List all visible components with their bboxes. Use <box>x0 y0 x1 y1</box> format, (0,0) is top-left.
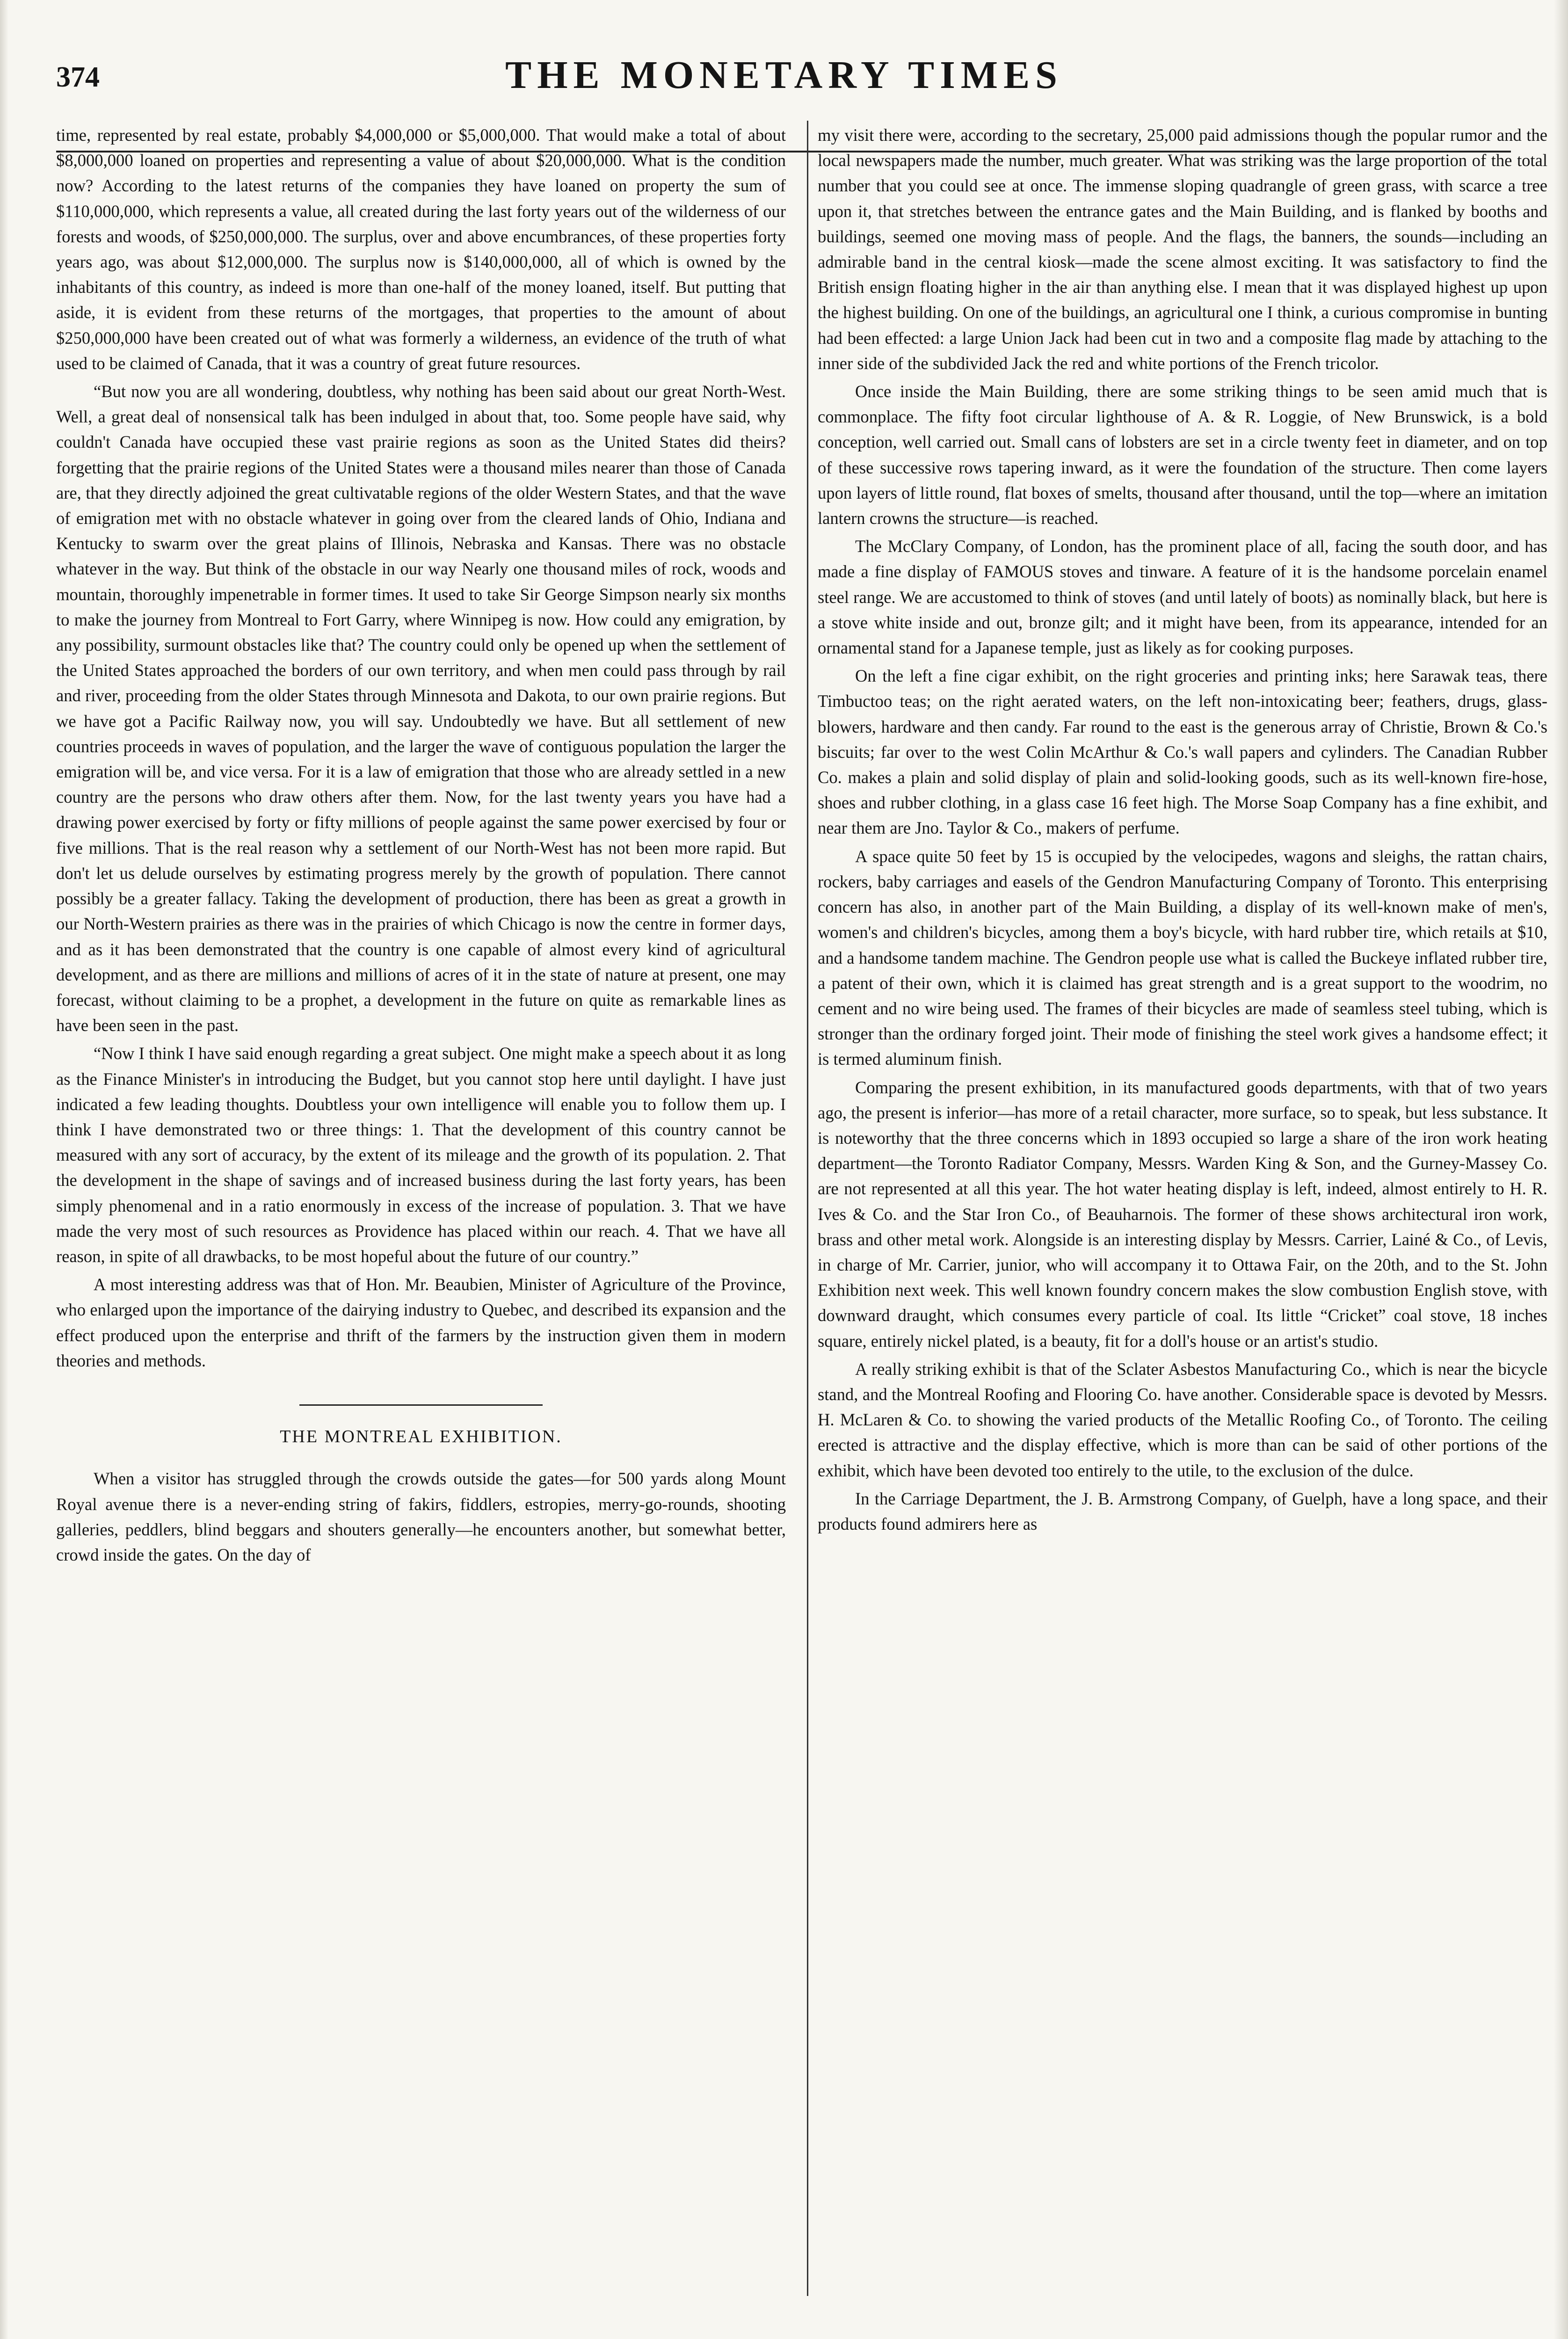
paragraph: When a visitor has struggled through the crowds outside the gates—for 500 yards along Mount Royal avenue there is a never-ending string of fakirs, fiddlers, estropies, merry-go-rounds, shooting galleries, peddlers, blind beggars and shouters generally—he encounters another, but somewhat better, crowd inside the gates. On the day of <box>56 1469 786 1564</box>
left-column-body-after <box>56 1466 786 1568</box>
paragraph: A space quite 50 feet by 15 is occupied by the velocipedes, wagons and sleighs, the rattan chairs, rockers, baby carriages and easels of the Gendron Manufacturing Company of Toronto. This enterprising concern has also, in another part of the Main Building, a display of its well-known make of men's, women's and children's bicycles, among them a boy's bicycle, with hard rubber tire, which retails at $10, and a handsome tandem machine. The Gendron people use what is called the Buckeye inflated rubber tire, a patent of their own, which it is claimed has great strength and is a great support to the woodrim, no cement and no wire being used. The frames of their bicycles are made of seamless steel tubing, which is stronger than the ordinary forged joint. Their mode of finishing the steel work gives a handsome effect; it is termed aluminum finish. <box>818 846 1547 1069</box>
right-column-body <box>818 123 1547 1537</box>
section-divider <box>56 1387 786 1413</box>
paragraph: “Now I think I have said enough regarding a great subject. One might make a speech about it as long as the Finance Minister's in introducing the Budget, but you cannot stop here until daylight. I have just indicated a few leading thoughts. Doubtless your own intelligence will enable you to follow them up. I think I have demonstrated two or three things: 1. That the development of this country cannot be measured with any sort of accuracy, by the extent of its mileage and the growth of its population. 2. That the development in the shape of savings and of increased business during the last forty years, has been simply phenomenal and in a ratio enormously in excess of the increase of population. 3. That we have made the very most of such resources as Providence has placed within our reach. 4. That we have all reason, in spite of all drawbacks, to be most hopeful about the future of our country.” <box>56 1044 786 1266</box>
paragraph: On the left a fine cigar exhibit, on the right groceries and printing inks; here Sarawak teas, there Timbuctoo teas; on the right aerated waters, on the left non-intoxicating beer; feathers, drugs, glass-blowers, hardware and then candy. Far round to the east is the generous array of Christie, Brown & Co.'s biscuits; far over to the west Colin McArthur & Co.'s wall papers and cylinders. The Canadian Rubber Co. makes a plain and solid display of plain and solid-looking goods, such as its well-known fire-hose, shoes and rubber clothing, in a glass case 16 feet high. The Morse Soap Company has a fine exhibit, and near them are Jno. Taylor & Co., makers of perfume. <box>818 666 1547 838</box>
paragraph: time, represented by real estate, probably $4,000,000 or $5,000,000. That would make a total of about $8,000,000 loaned on properties and representing a value of about $20,000,000. What is the condition now? According to the latest returns of the companies they have loaned on property the sum of $110,000,000, which represents a value, all created during the last forty years out of the wilderness of our forests and woods, of $250,000,000. The surplus, over and above encumbrances, of these properties forty years ago, was about $12,000,000. The surplus now is $140,000,000, all of which is owned by the inhabitants of this country, as indeed is more than one-half of the money loaned, itself. But putting that aside, it is evident from these returns of the mortgages, that properties to the amount of about $250,000,000 have been created out of what was formerly a wilderness, an evidence of the truth of what used to be claimed of Canada, that it was a country of great future resources. <box>56 125 786 373</box>
paragraph: A really striking exhibit is that of the Sclater Asbestos Manufacturing Co., which is near the bicycle stand, and the Montreal Roofing and Flooring Co. have another. Considerable space is devoted by Messrs. H. McLaren & Co. to showing the varied products of the Metallic Roofing Co., of Toronto. The ceiling erected is attractive and the display effective, which is more than can be said of other portions of the exhibit, which have been devoted too entirely to the utile, to the exclusion of the dulce. <box>818 1359 1547 1480</box>
paragraph: Comparing the present exhibition, in its manufactured goods departments, with that of two years ago, the present is inferior—has more of a retail character, more surface, so to speak, but less substance. It is noteworthy that the three concerns which in 1893 occupied so large a share of the iron work heating department—the Toronto Radiator Company, Messrs. Warden King & Son, and the Gurney-Massey Co. are not represented at all this year. The hot water heating display is left, indeed, almost entirely to H. R. Ives & Co. and the Star Iron Co., of Beauharnois. The former of these shows architectural iron work, brass and other metal work. Alongside is an interesting display by Messrs. Carrier, Lainé & Co., of Levis, in charge of Mr. Carrier, junior, who will accompany it to Ottawa Fair, on the 20th, and to the St. John Exhibition next week. This well known foundry concern makes the slow combustion English stove, with downward draught, which consumes every particle of coal. Its little “Cricket” coal stove, 18 inches square, entirely nickel plated, is a beauty, fit for a doll's house or an artist's studio. <box>818 1077 1547 1351</box>
left-column-body <box>56 123 786 1373</box>
paragraph: A most interesting address was that of Hon. Mr. Beaubien, Minister of Agriculture of the Province, who enlarged upon the importance of the dairying industry to Quebec, and described its expansion and the effect produced upon the enterprise and thrift of the farmers by the instruction given them in modern theories and methods. <box>56 1275 786 1370</box>
right-column <box>818 123 1547 1537</box>
page-edge-left <box>0 0 8 2339</box>
paragraph: The McClary Company, of London, has the prominent place of all, facing the south door, and has made a fine display of FAMOUS stoves and tinware. A feature of it is the handsome porcelain enamel steel range. We are accustomed to think of stoves (and until lately of boots) as nominally black, but here is a stove white inside and out, bronze gilt; and it might have been, from its appearance, intended for an ornamental stand for a Japanese temple, just as likely as for cooking purposes. <box>818 537 1547 658</box>
column-divider <box>807 121 808 2296</box>
paragraph: In the Carriage Department, the J. B. Armstrong Company, of Guelph, have a long space, and their products found admirers here as <box>818 1489 1547 1533</box>
paragraph: my visit there were, according to the secretary, 25,000 paid admissions though the popular rumor and the local newspapers made the number, much greater. What was striking was the large proportion of the total number that you could see at once. The immense sloping quadrangle of green grass, with scarce a tree upon it, that stretches between the entrance gates and the Main Building, and is flanked by booths and buildings, seemed one moving mass of people. And the flags, the banners, the sounds—including an admirable band in the central kiosk—made the scene almost exciting. It was satisfactory to find the British ensign floating higher in the air than anything else. I mean that it was displayed highest up upon the highest building. On one of the buildings, an agricultural one I think, a curious compromise in bunting had been effected: a large Union Jack had been cut in two and a composite flag made by attaching to the inner side of the subdivided Jack the red and white portions of the French tricolor. <box>818 125 1547 373</box>
page-edge-right <box>1554 0 1568 2339</box>
paragraph: “But now you are all wondering, doubtless, why nothing has been said about our great North-West. Well, a great deal of nonsensical talk has been indulged in about that, too. Some people have said, why couldn't Canada have occupied these vast prairie regions as soon as the United States did theirs? forgetting that the prairie regions of the United States were a thousand miles nearer than those of Canada are, that they directly adjoined the great cultivatable regions of the older Western States, and that the wave of emigration met with no obstacle whatever in going over from the cleared lands of Ohio, Indiana and Kentucky to swarm over the great plains of Illinois, Nebraska and Kansas. There was no obstacle whatever in the way. But think of the obstacle in our way Nearly one thousand miles of rock, woods and mountain, thoroughly impenetrable in former times. It used to take Sir George Simpson nearly six months to make the journey from Montreal to Fort Garry, where Winnipeg is now. How could any emigration, by any possibility, surmount obstacles like that? The country could only be opened up when the settlement of the United States approached the borders of our own territory, and when men could pass through by rail and river, proceeding from the older States through Minnesota and Dakota, to our own prairie regions. But we have got a Pacific Railway now, you will say. Undoubtedly we have. But all settlement of new countries proceeds in waves of population, and the larger the wave of contiguous population the larger the emigration will be, and vice versa. For it is a law of emigration that those who are already settled in a new country are the persons who draw others after them. Now, for the last twenty years you have had a drawing power exercised by forty or fifty millions of people against the same power exercised by four or five millions. That is the real reason why a settlement of our North-West has not been more rapid. But don't let us delude ourselves by estimating progress merely by the growth of population. There cannot possibly be a greater fallacy. Taking the development of production, there has been as great a growth in our North-Western prairies as there was in the prairies of which Chicago is now the centre in former days, and as it has been demonstrated that the country is one capable of almost every kind of agricultural development, and as there are millions and millions of acres of it in the state of nature at present, one may forecast, without claiming to be a prophet, a development in the future on quite as remarkable lines as have been seen in the past. <box>56 382 786 1035</box>
page-header <box>0 52 1568 104</box>
section-title: THE MONTREAL EXHIBITION. <box>280 1427 562 1447</box>
masthead-title: THE MONETARY TIMES <box>505 53 1063 97</box>
page-number: 374 <box>56 61 100 93</box>
paragraph: Once inside the Main Building, there are some striking things to be seen amid much that is commonplace. The fifty foot circular lighthouse of A. & R. Loggie, of New Brunswick, is a bold conception, well carried out. Small cans of lobsters are set in a circle twenty feet in diameter, and on top of these successive rows tapering inward, as it were the foundation of the structure. Then come layers upon layers of little round, flat boxes of smelts, thousand after thousand, until the top—where an imitation lantern crowns the structure—is reached. <box>818 382 1547 528</box>
left-column <box>56 123 786 1568</box>
